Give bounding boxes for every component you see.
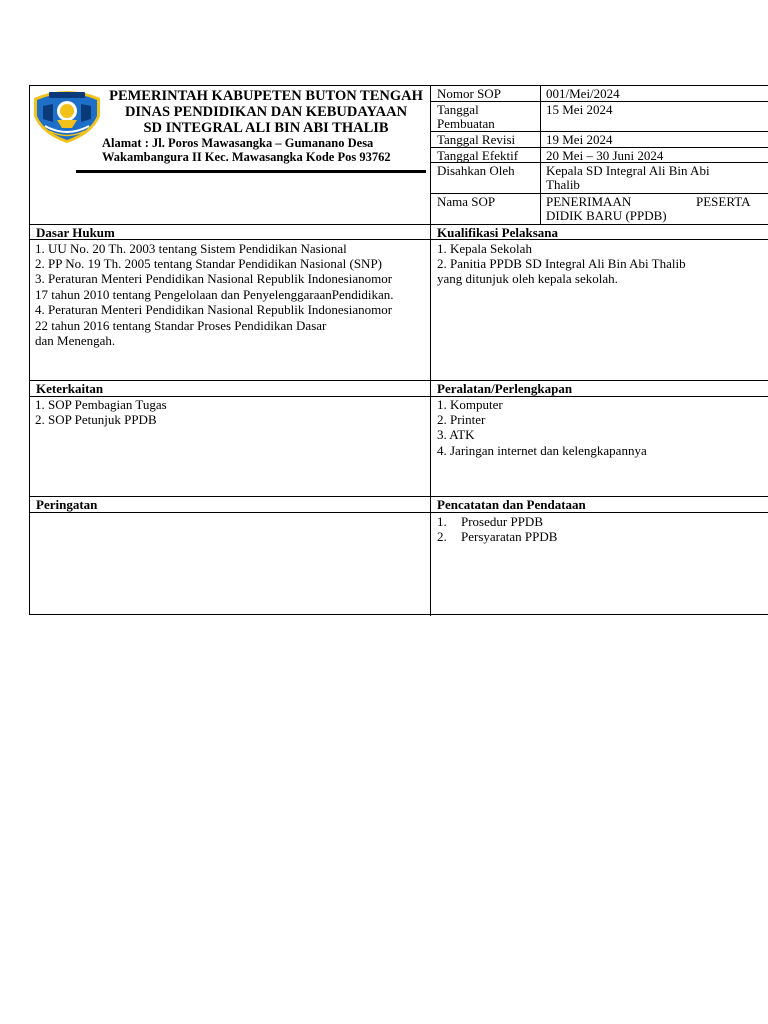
peralatan-item: 4. Jaringan internet dan kelengkapannya <box>437 443 647 458</box>
nama-sop-value-word2: PESERTA <box>696 194 751 209</box>
disahkan-oleh-value: Kepala SD Integral Ali Bin Abi <box>546 163 710 178</box>
kualifikasi-item: 2. Panitia PPDB SD Integral Ali Bin Abi Thalib <box>437 256 686 271</box>
disahkan-oleh-label: Disahkan Oleh <box>437 163 515 178</box>
nomor-sop-label: Nomor SOP <box>437 86 501 101</box>
pencatatan-item-number: 1. <box>437 514 447 529</box>
header-address-line1: Alamat : Jl. Poros Mawasangka – Gumanano Desa <box>102 136 374 150</box>
sop-document <box>29 85 768 615</box>
tanggal-pembuatan-label-2: Pembuatan <box>437 116 495 131</box>
section-line <box>30 239 768 240</box>
peralatan-item: 3. ATK <box>437 427 475 442</box>
keterkaitan-heading: Keterkaitan <box>36 381 104 396</box>
tanggal-revisi-label: Tanggal Revisi <box>437 132 516 147</box>
kualifikasi-heading: Kualifikasi Pelaksana <box>437 225 558 240</box>
header-divider <box>76 170 426 173</box>
disahkan-oleh-value-2: Thalib <box>546 177 580 192</box>
header-address-line2: Wakambangura II Kec. Mawasangka Kode Pos 93762 <box>102 150 391 164</box>
kualifikasi-item: yang ditunjuk oleh kepala sekolah. <box>437 271 618 286</box>
header-department: DINAS PENDIDIKAN DAN KEBUDAYAAN <box>124 104 408 120</box>
dasar-hukum-item: 4. Peraturan Menteri Pendidikan Nasional Republik Indonesianomor <box>35 302 393 317</box>
nama-sop-value-2: DIDIK BARU (PPDB) <box>546 208 667 223</box>
peringatan-heading: Peringatan <box>36 497 98 512</box>
tanggal-pembuatan-label: Tanggal <box>437 102 479 117</box>
nama-sop-value-word1: PENERIMAAN <box>546 194 632 209</box>
dasar-hukum-item: 17 tahun 2010 tentang Pengelolaan dan PenyelenggaraanPendidikan. <box>35 287 394 302</box>
nomor-sop-value: 001/Mei/2024 <box>546 86 620 101</box>
dasar-hukum-item: dan Menengah. <box>35 333 116 348</box>
dasar-hukum-item: 1. UU No. 20 Th. 2003 tentang Sistem Pendidikan Nasional <box>35 241 347 256</box>
keterkaitan-item: 1. SOP Pembagian Tugas <box>35 397 167 412</box>
tanggal-revisi-value: 19 Mei 2024 <box>546 132 613 147</box>
pencatatan-item: Prosedur PPDB <box>461 514 543 529</box>
dasar-hukum-item: 2. PP No. 19 Th. 2005 tentang Standar Pendidikan Nasional (SNP) <box>35 256 383 271</box>
section-line <box>30 380 768 381</box>
dasar-hukum-item: 3. Peraturan Menteri Pendidikan Nasional Republik Indonesianomor <box>35 271 393 286</box>
tanggal-efektif-value: 20 Mei – 30 Juni 2024 <box>546 148 664 163</box>
nama-sop-label: Nama SOP <box>437 194 496 209</box>
center-divider <box>430 86 431 616</box>
section-line <box>30 512 768 513</box>
pencatatan-item: Persyaratan PPDB <box>461 529 558 544</box>
peralatan-item: 2. Printer <box>437 412 486 427</box>
peralatan-item: 1. Komputer <box>437 397 503 412</box>
header-institution: PEMERINTAH KABUPETEN BUTON TENGAH <box>109 88 423 104</box>
kualifikasi-item: 1. Kepala Sekolah <box>437 241 532 256</box>
regency-emblem-icon <box>31 86 103 144</box>
header-school: SD INTEGRAL ALI BIN ABI THALIB <box>143 120 389 136</box>
pencatatan-item-number: 2. <box>437 529 447 544</box>
tanggal-efektif-label: Tanggal Efektif <box>437 148 519 163</box>
peralatan-heading: Peralatan/Perlengkapan <box>437 381 573 396</box>
pencatatan-heading: Pencatatan dan Pendataan <box>437 497 586 512</box>
keterkaitan-item: 2. SOP Petunjuk PPDB <box>35 412 157 427</box>
dasar-hukum-item: 22 tahun 2016 tentang Standar Proses Pendidikan Dasar <box>35 318 327 333</box>
info-column-divider <box>540 86 541 225</box>
section-line <box>30 496 768 497</box>
tanggal-pembuatan-value: 15 Mei 2024 <box>546 102 613 117</box>
dasar-hukum-heading: Dasar Hukum <box>36 225 115 240</box>
section-line <box>30 224 768 225</box>
